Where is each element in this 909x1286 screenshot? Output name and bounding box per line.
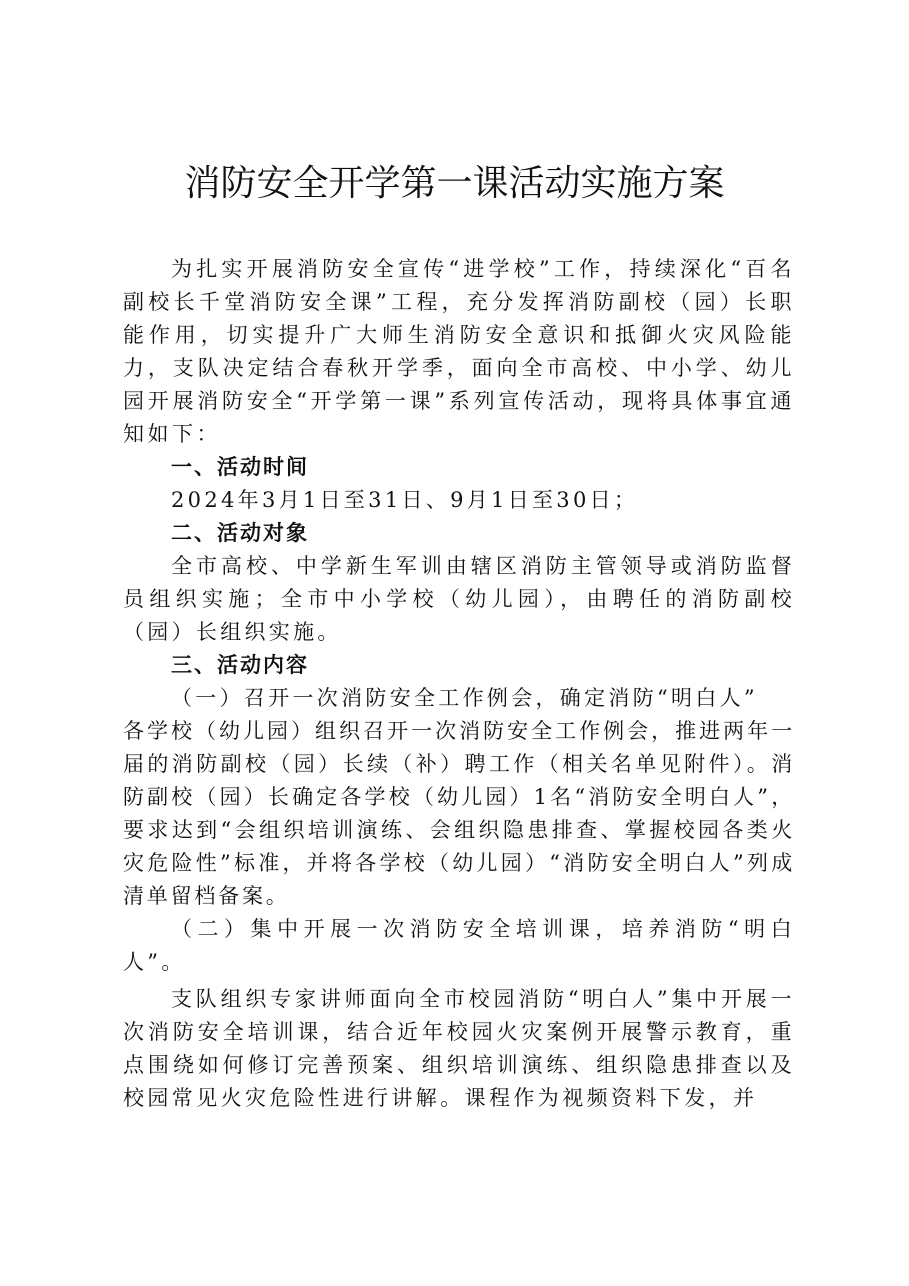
section-target-text: 全市高校、中学新生军训由辖区消防主管领导或消防监督员组织实施；全市中小学校（幼儿园），由聘任的消防副校（园）长组织实施。: [123, 554, 795, 644]
section-heading-time: 一、活动时间: [171, 455, 309, 479]
item-2-title: （二）集中开展一次消防安全培训课，培养消防“明白人”。: [123, 917, 795, 974]
intro-paragraph: 为扎实开展消防安全宣传“进学校”工作，持续深化“百名副校长千堂消防安全课”工程，充分发挥消防副校（园）长职能作用，切实提升广大师生消防安全意识和抵御火灾风险能力，支队决定结合春秋开学季，面向全市高校、中小学、幼儿园开展消防安全“开学第一课”系列宣传活动，现将具体事宜通知如下：: [123, 257, 795, 446]
item-2-text: 支队组织专家讲师面向全市校园消防“明白人”集中开展一次消防安全培训课，结合近年校园火灾案例开展警示教育，重点围绕如何修订完善预案、组织培训演练、组织隐患排查以及校园常见火灾危险性进行讲解。课程作为视频资料下发，并: [123, 987, 795, 1110]
document-body: [123, 253, 795, 1115]
item-1-text: 各学校（幼儿园）组织召开一次消防安全工作例会，推进两年一届的消防副校（园）长续（补）聘工作（相关名单见附件）。消防副校（园）长确定各学校（幼儿园）1名“消防安全明白人”，要求达到“会组织培训演练、会组织隐患排查、掌握校园各类火灾危险性”标准，并将各学校（幼儿园）“消防安全明白人”列成清单留档备案。: [123, 719, 795, 908]
item-1-title: （一）召开一次消防安全工作例会，确定消防“明白人”: [171, 686, 758, 710]
section-time-text: 2024年3月1日至31日、9月1日至30日；: [171, 488, 639, 512]
section-heading-content: 三、活动内容: [171, 653, 309, 677]
section-heading-target: 二、活动对象: [171, 521, 309, 545]
document-title: 消防安全开学第一课活动实施方案: [184, 163, 725, 204]
